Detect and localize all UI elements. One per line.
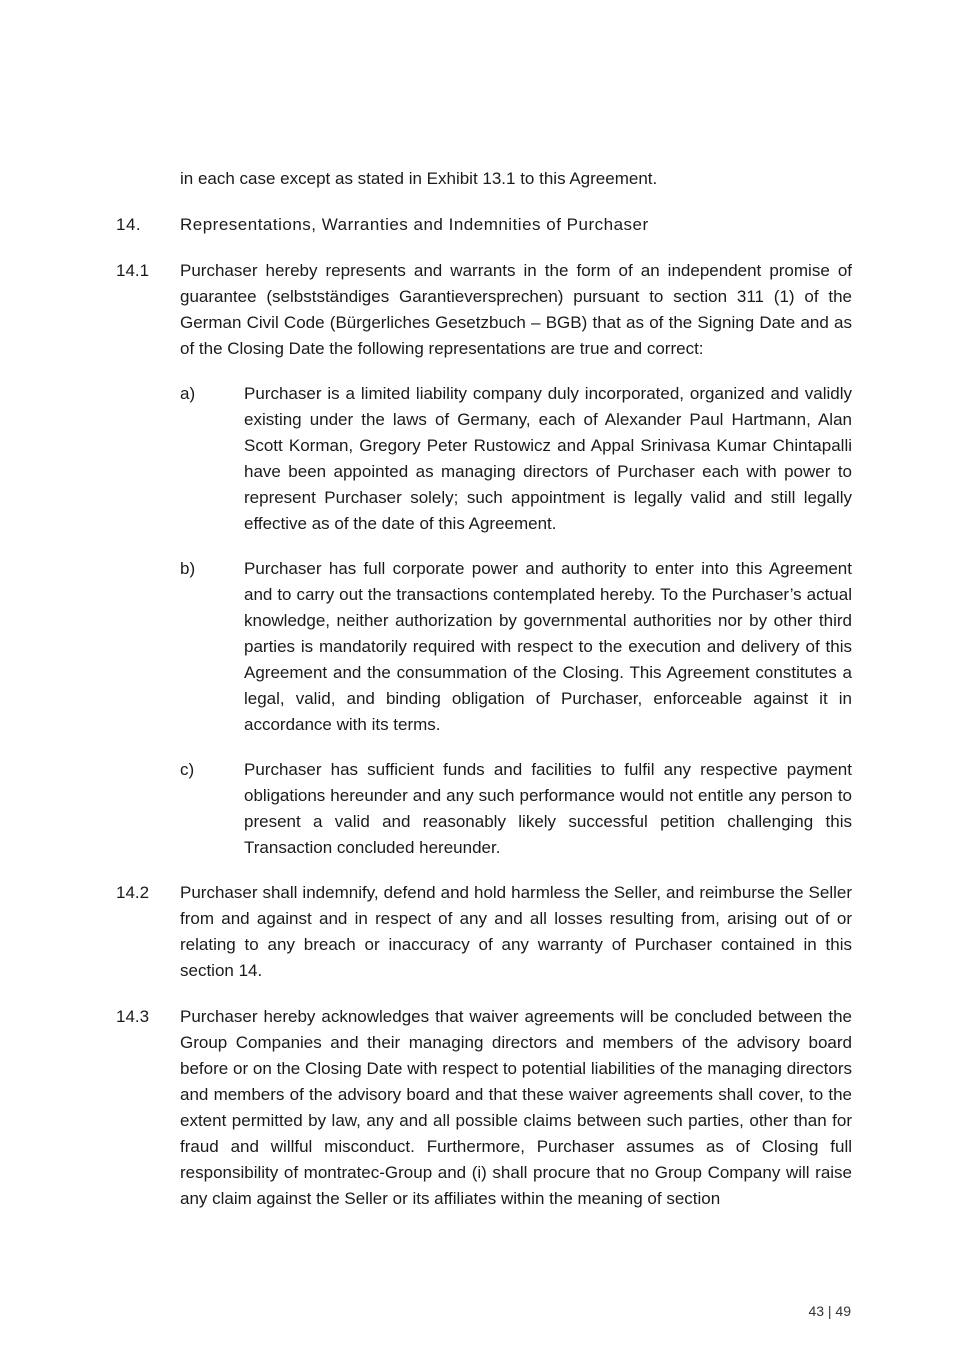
clause-14-2 bbox=[116, 880, 852, 984]
sub-clause-label: c) bbox=[180, 760, 195, 779]
section-heading-number: 14. bbox=[116, 215, 142, 234]
clause-number: 14.2 bbox=[116, 883, 150, 902]
clause-text: Purchaser hereby represents and warrants in the form of an independent promise of guarantee (selbstständiges Garantieversprechen) pursuant to section 311 (1) of the German Civil Code (Bürgerliches Gesetzbuch – BGB) that as of the Signing Date and as of the Closing Date the following representations are true and correct: bbox=[180, 261, 852, 358]
clause-14-3 bbox=[116, 1004, 852, 1212]
clause-number: 14.3 bbox=[116, 1007, 150, 1026]
sub-clause-text: Purchaser is a limited liability company duly incorporated, organized and validly existing under the laws of Germany, each of Alexander Paul Hartmann, Alan Scott Korman, Gregory Peter Rustowicz and Appal Srinivasa Kumar Chintapalli have been appointed as managing directors of Purchaser each with power to represent Purchaser solely; such appointment is legally valid and still legally effective as of the date of this Agreement. bbox=[244, 384, 852, 533]
clause-text: Purchaser hereby acknowledges that waiver agreements will be concluded between the Group Companies and their managing directors and members of the advisory board before or on the Closing Date with respect to potential liabilities of the managing directors and members of the advisory board and that these waiver agreements shall cover, to the extent permitted by law, any and all possible claims between such parties, other than for fraud and willful misconduct. Furthermore, Purchaser assumes as of Closing full responsibility of montratec-Group and (i) shall procure that no Group Company will raise any claim against the Seller or its affiliates within the meaning of section bbox=[180, 1007, 852, 1208]
sub-clause-label: a) bbox=[180, 384, 196, 403]
clause-14-1 bbox=[116, 258, 852, 362]
sub-clause-label: b) bbox=[180, 559, 196, 578]
sub-clause-text: Purchaser has sufficient funds and facilities to fulfil any respective payment obligations hereunder and any such performance would not entitle any person to present a valid and reasonably likely successful petition challenging this Transaction concluded hereunder. bbox=[244, 760, 852, 857]
sub-clause-c bbox=[180, 757, 852, 861]
sub-clause-b bbox=[180, 556, 852, 738]
page-number: 43 | 49 bbox=[808, 1303, 851, 1319]
clause-number: 14.1 bbox=[116, 261, 150, 280]
clause-text: Purchaser shall indemnify, defend and hold harmless the Seller, and reimburse the Seller from and against and in respect of any and all losses resulting from, arising out of or relating to any breach or inaccuracy of any warranty of Purchaser contained in this section 14. bbox=[180, 883, 852, 980]
section-heading bbox=[116, 212, 852, 238]
section-heading-title: Representations, Warranties and Indemnities of Purchaser bbox=[180, 215, 649, 234]
sub-clause-text: Purchaser has full corporate power and authority to enter into this Agreement and to carry out the transactions contemplated hereby. To the Purchaser’s actual knowledge, neither authorization by governmental authorities nor by other third parties is mandatorily required with respect to the execution and delivery of this Agreement and the consummation of the Closing. This Agreement constitutes a legal, valid, and binding obligation of Purchaser, enforceable against it in accordance with its terms. bbox=[244, 559, 852, 734]
sub-clause-a bbox=[180, 381, 852, 537]
lead-paragraph: in each case except as stated in Exhibit 13.1 to this Agreement. bbox=[180, 169, 658, 188]
